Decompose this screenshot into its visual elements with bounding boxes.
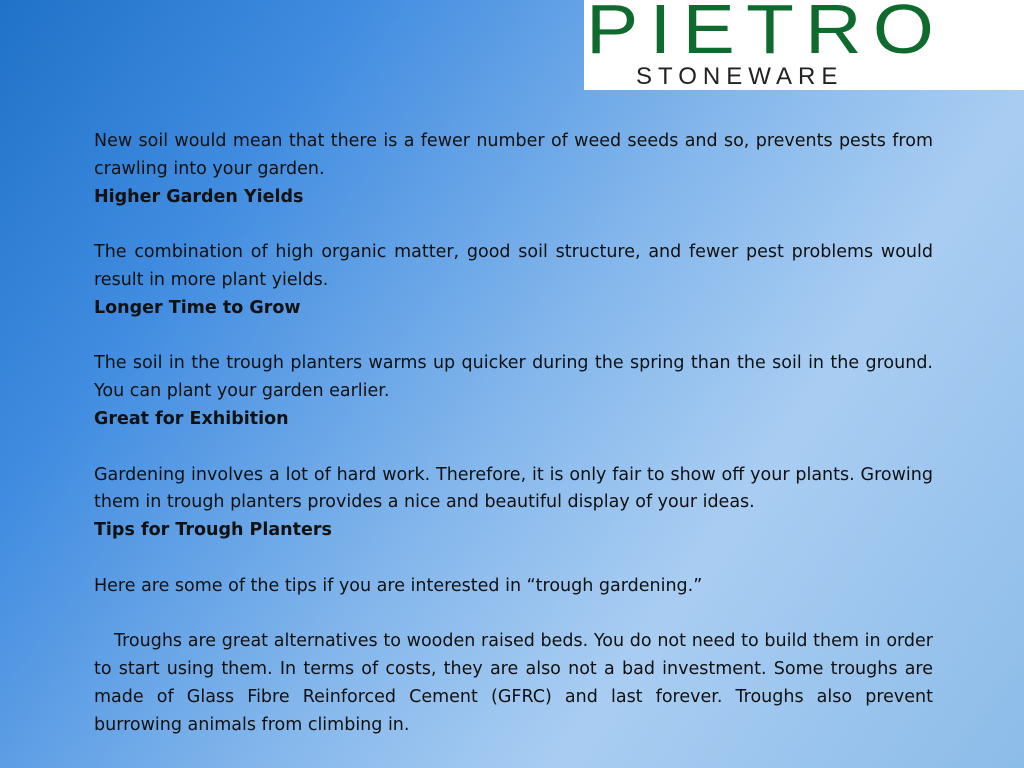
- logo-subtitle-text: STONEWARE: [636, 63, 844, 90]
- spacer: [94, 434, 933, 462]
- paragraph-new-soil: New soil would mean that there is a fewer number of weed seeds and so, prevents pests from crawling into your garden.: [94, 131, 933, 179]
- heading-higher-garden-yields: Higher Garden Yields: [94, 186, 304, 207]
- article-body: [94, 128, 933, 740]
- heading-tips-for-trough-planters: Tips for Trough Planters: [94, 520, 332, 541]
- paragraph-tips-intro: Here are some of the tips if you are interested in “trough gardening.”: [94, 575, 703, 596]
- spacer: [94, 545, 933, 573]
- spacer: [94, 211, 933, 239]
- spacer: [94, 323, 933, 351]
- logo-brand-text: PIETRO: [586, 0, 946, 68]
- paragraph-troughs-alternatives: Troughs are great alternatives to wooden raised beds. You do not need to build them in order to start using them. In terms of costs, they are also not a bad investment. Some troughs are made of Glass Fibre Reinforced Cement (GFRC) and last forever. Troughs also prevent burrowing animals from climbing in.: [94, 631, 933, 735]
- paragraph-show-off-plants: Gardening involves a lot of hard work. Therefore, it is only fair to show off your plants. Growing them in trough planters provides a nice and beautiful display of your ideas.: [94, 464, 933, 513]
- paragraph-plant-yields: The combination of high organic matter, good soil structure, and fewer pest problems would result in more plant yields.: [94, 242, 933, 290]
- heading-longer-time-to-grow: Longer Time to Grow: [94, 297, 301, 318]
- pietro-stoneware-logo: [584, 0, 1024, 90]
- heading-great-for-exhibition: Great for Exhibition: [94, 408, 289, 429]
- spacer: [94, 601, 933, 629]
- paragraph-soil-warms: The soil in the trough planters warms up quicker during the spring than the soil in the ground. You can plant your garden earlier.: [94, 353, 933, 402]
